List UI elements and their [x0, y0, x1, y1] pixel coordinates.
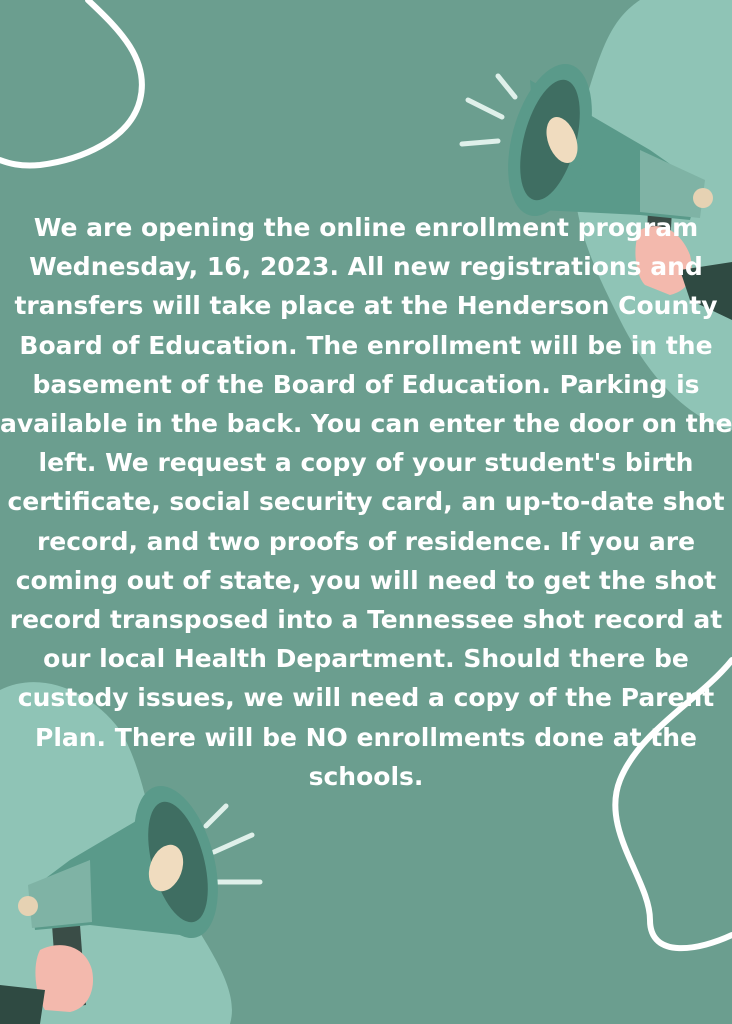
announcement-line: Plan. There will be NO enrollments done at the: [35, 722, 697, 752]
announcement-line: certificate, social security card, an up-to-date shot: [7, 487, 725, 517]
announcement-line: left. We request a copy of your student's birth: [38, 448, 694, 478]
announcement-line: custody issues, we will need a copy of the Parent: [17, 683, 715, 713]
announcement-line: basement of the Board of Education. Parking is: [32, 369, 700, 399]
announcement-line: Board of Education. The enrollment will be in the: [19, 330, 713, 360]
announcement-line: schools.: [308, 761, 424, 791]
announcement-line: coming out of state, you will need to get the shot: [15, 565, 717, 595]
announcement-line: record transposed into a Tennessee shot record at: [9, 605, 723, 635]
announcement-line: our local Health Department. Should there be: [43, 644, 689, 674]
announcement-line: Wednesday, 16, 2023. All new registrations and: [29, 252, 703, 282]
announcement-line: We are opening the online enrollment program: [33, 213, 699, 242]
enrollment-announcement: [0, 208, 732, 796]
announcement-line: transfers will take place at the Henderson County: [14, 291, 718, 321]
top-left-squiggle: [0, 0, 142, 166]
announcement-line: available in the back. You can enter the door on the: [0, 409, 732, 439]
announcement-line: record, and two proofs of residence. If you are: [36, 526, 696, 556]
